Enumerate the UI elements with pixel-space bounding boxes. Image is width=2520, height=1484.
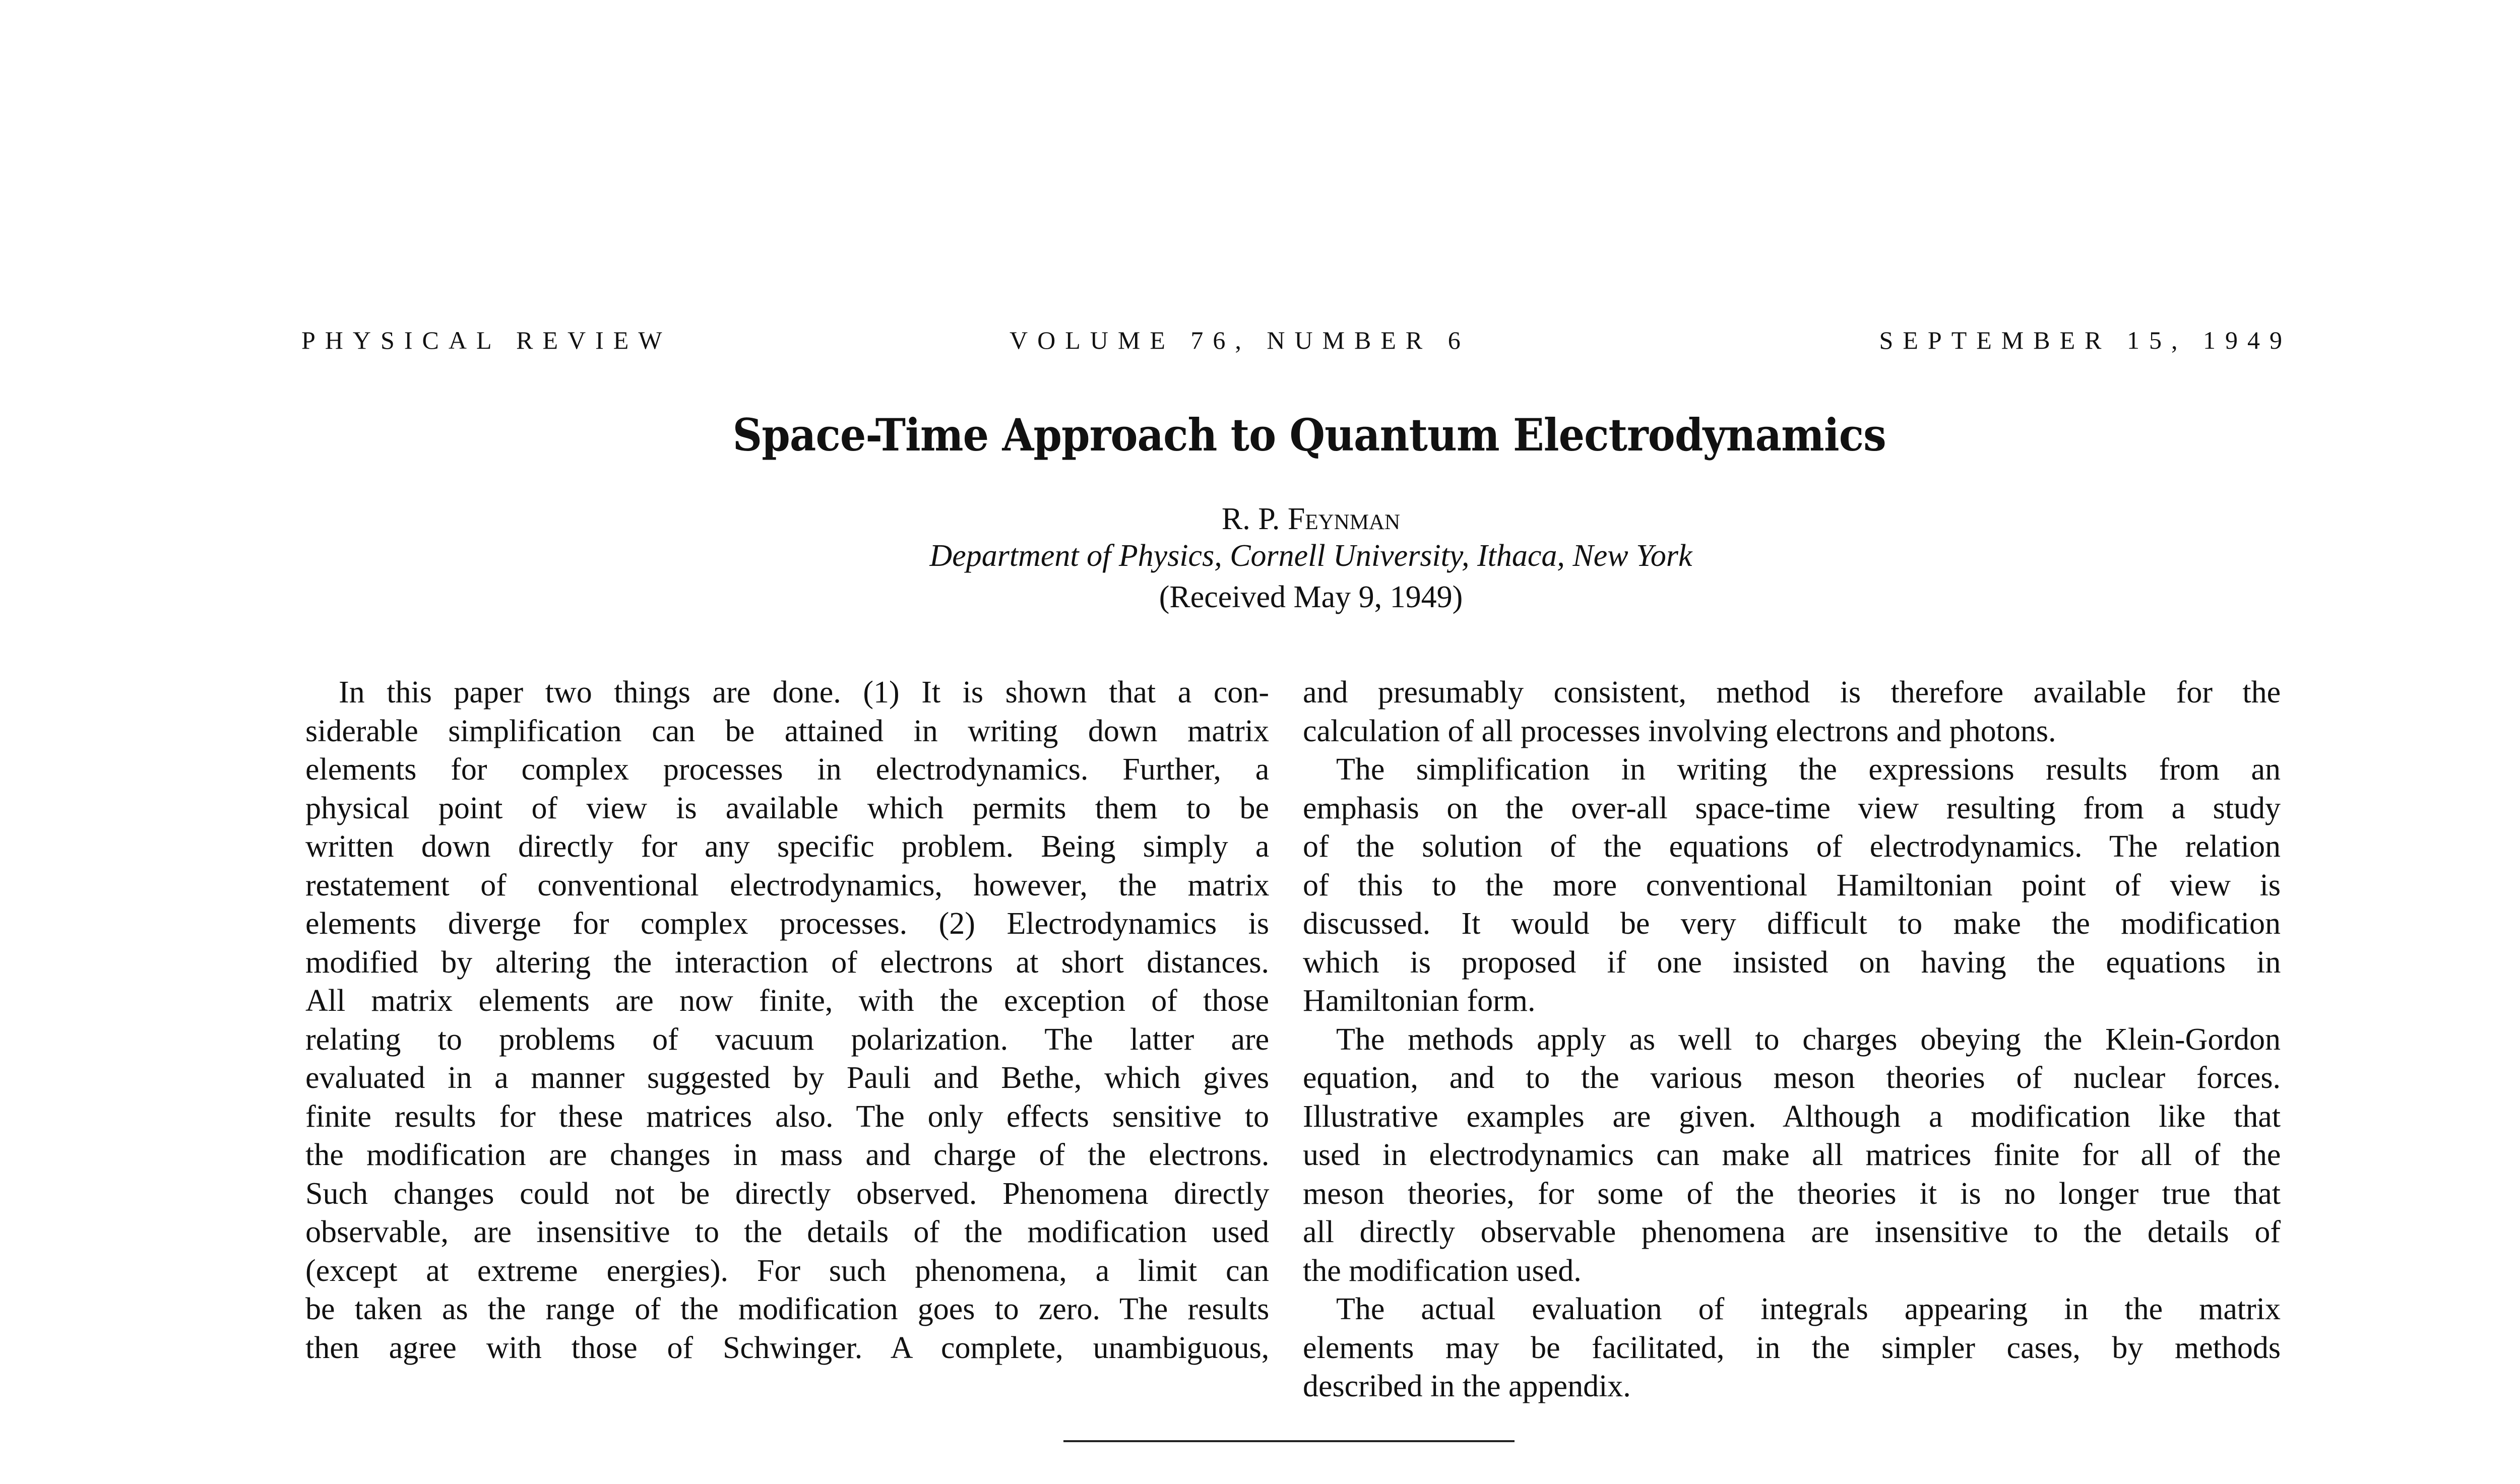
abstract-line-text: which is proposed if one insisted on having the equations in bbox=[1303, 945, 2281, 980]
abstract-line bbox=[305, 712, 1269, 751]
abstract-line-text: the modification used. bbox=[1303, 1253, 1582, 1288]
abstract-line bbox=[305, 905, 1269, 943]
abstract-line-text: restatement of conventional electrodynamics, however, the matrix bbox=[305, 868, 1270, 902]
abstract-line bbox=[305, 1098, 1269, 1136]
abstract-line-text: be taken as the range of the modification goes to zero. The results bbox=[305, 1292, 1270, 1326]
abstract-line-text: In this paper two things are done. (1) It is shown that a con- bbox=[339, 675, 1269, 709]
abstract-line bbox=[305, 1213, 1269, 1252]
abstract-line-text: used in electrodynamics can make all matrices finite for all of the bbox=[1303, 1138, 2281, 1172]
abstract-line-text: relating to problems of vacuum polarization. The latter are bbox=[305, 1022, 1270, 1057]
abstract-line-text: described in the appendix. bbox=[1303, 1369, 1631, 1403]
abstract-line bbox=[1303, 1098, 2281, 1136]
author-byline bbox=[0, 501, 2520, 537]
abstract-line-text: physical point of view is available which permits them to be bbox=[305, 791, 1269, 825]
abstract-line bbox=[305, 1020, 1269, 1059]
abstract-line-text: elements diverge for complex processes. (2) Electrodynamics is bbox=[305, 907, 1269, 941]
abstract-line bbox=[305, 1329, 1269, 1368]
abstract-line-text: siderable simplification can be attained in writing down matrix bbox=[305, 714, 1269, 748]
abstract-line bbox=[305, 673, 1269, 712]
volume-number: VOLUME 76, NUMBER 6 bbox=[1010, 326, 1470, 354]
abstract-line bbox=[1303, 673, 2281, 712]
abstract-line-text: calculation of all processes involving electrons and photons. bbox=[1303, 714, 2056, 748]
abstract-line bbox=[305, 982, 1269, 1020]
abstract-line-text: evaluated in a manner suggested by Pauli and Bethe, which gives bbox=[305, 1061, 1270, 1095]
abstract-line-text: The actual evaluation of integrals appearing in the matrix bbox=[1336, 1292, 2281, 1326]
abstract-line-text: written down directly for any specific problem. Being simply a bbox=[305, 829, 1270, 864]
abstract-line bbox=[1303, 1020, 2281, 1059]
abstract-line-text: of the solution of the equations of electrodynamics. The relation bbox=[1303, 829, 2281, 864]
abstract-line bbox=[1303, 1367, 2281, 1406]
abstract-line bbox=[305, 827, 1269, 866]
abstract-line-text: discussed. It would be very difficult to make the modification bbox=[1303, 907, 2281, 941]
abstract-line bbox=[1303, 827, 2281, 866]
abstract-line bbox=[305, 1252, 1269, 1291]
abstract-line-text: (except at extreme energies). For such phenomena, a limit can bbox=[305, 1253, 1269, 1288]
abstract-line bbox=[1303, 1290, 2281, 1329]
abstract-line bbox=[1303, 1175, 2281, 1213]
abstract-line-text: of this to the more conventional Hamiltonian point of view is bbox=[1303, 868, 2281, 902]
issue-date: SEPTEMBER 15, 1949 bbox=[1879, 326, 2292, 354]
abstract-line bbox=[305, 1175, 1269, 1213]
abstract-line bbox=[305, 1290, 1269, 1329]
running-head bbox=[301, 322, 2292, 358]
author-initials: R. P. bbox=[1221, 502, 1288, 536]
abstract-line bbox=[1303, 866, 2281, 905]
abstract-line-text: All matrix elements are now finite, with the exception of those bbox=[305, 984, 1269, 1018]
author-affiliation: Department of Physics, Cornell University, Ithaca, New York bbox=[929, 539, 1692, 573]
article-title: Space-Time Approach to Quantum Electrodynamics bbox=[732, 409, 1886, 461]
abstract-line-text: finite results for these matrices also. The only effects sensitive to bbox=[305, 1099, 1269, 1134]
author-surname: Feynman bbox=[1287, 502, 1401, 536]
abstract-line bbox=[305, 1059, 1269, 1098]
abstract-line-text: Such changes could not be directly observed. Phenomena directly bbox=[305, 1176, 1270, 1211]
abstract-line bbox=[1303, 982, 2281, 1020]
abstract-line bbox=[1303, 1329, 2281, 1368]
abstract-line bbox=[305, 789, 1269, 828]
abstract-line bbox=[1303, 943, 2281, 982]
abstract-line-text: then agree with those of Schwinger. A complete, unambiguous, bbox=[305, 1330, 1270, 1365]
abstract-line bbox=[1303, 789, 2281, 828]
abstract-line bbox=[305, 750, 1269, 789]
abstract-line-text: emphasis on the over-all space-time view resulting from a study bbox=[1303, 791, 2281, 825]
abstract-line bbox=[305, 943, 1269, 982]
journal-name: PHYSICAL REVIEW bbox=[301, 326, 672, 354]
abstract-line bbox=[1303, 1136, 2281, 1175]
footer-rule bbox=[1063, 1440, 1515, 1442]
abstract-line-text: and presumably consistent, method is therefore available for the bbox=[1303, 675, 2281, 709]
abstract-line bbox=[1303, 1252, 2281, 1291]
abstract-line-text: elements may be facilitated, in the simpler cases, by methods bbox=[1303, 1330, 2281, 1365]
abstract-line-text: Illustrative examples are given. Although a modification like that bbox=[1303, 1099, 2281, 1134]
abstract-line bbox=[1303, 1059, 2281, 1098]
abstract-line-text: Hamiltonian form. bbox=[1303, 984, 1536, 1018]
abstract-line-text: the modification are changes in mass and charge of the electrons. bbox=[305, 1138, 1270, 1172]
abstract-line-text: equation, and to the various meson theories of nuclear forces. bbox=[1303, 1061, 2281, 1095]
abstract-left-column bbox=[305, 673, 1269, 1367]
abstract-line-text: modified by altering the interaction of electrons at short distances. bbox=[305, 945, 1269, 980]
abstract-line bbox=[1303, 1213, 2281, 1252]
abstract-line-text: The methods apply as well to charges obeying the Klein-Gordon bbox=[1336, 1022, 2281, 1057]
abstract-line-text: elements for complex processes in electrodynamics. Further, a bbox=[305, 752, 1270, 787]
abstract-line-text: The simplification in writing the expressions results from an bbox=[1336, 752, 2281, 787]
abstract-right-column bbox=[1303, 673, 2281, 1406]
abstract-line bbox=[305, 866, 1269, 905]
abstract-line bbox=[1303, 712, 2281, 751]
abstract-line-text: observable, are insensitive to the details of the modification used bbox=[305, 1215, 1270, 1249]
abstract-line bbox=[1303, 750, 2281, 789]
received-date: (Received May 9, 1949) bbox=[1159, 580, 1463, 614]
abstract-line-text: all directly observable phenomena are insensitive to the details of bbox=[1303, 1215, 2281, 1249]
abstract-line-text: meson theories, for some of the theories it is no longer true that bbox=[1303, 1176, 2281, 1211]
abstract-line bbox=[1303, 905, 2281, 943]
abstract-line bbox=[305, 1136, 1269, 1175]
